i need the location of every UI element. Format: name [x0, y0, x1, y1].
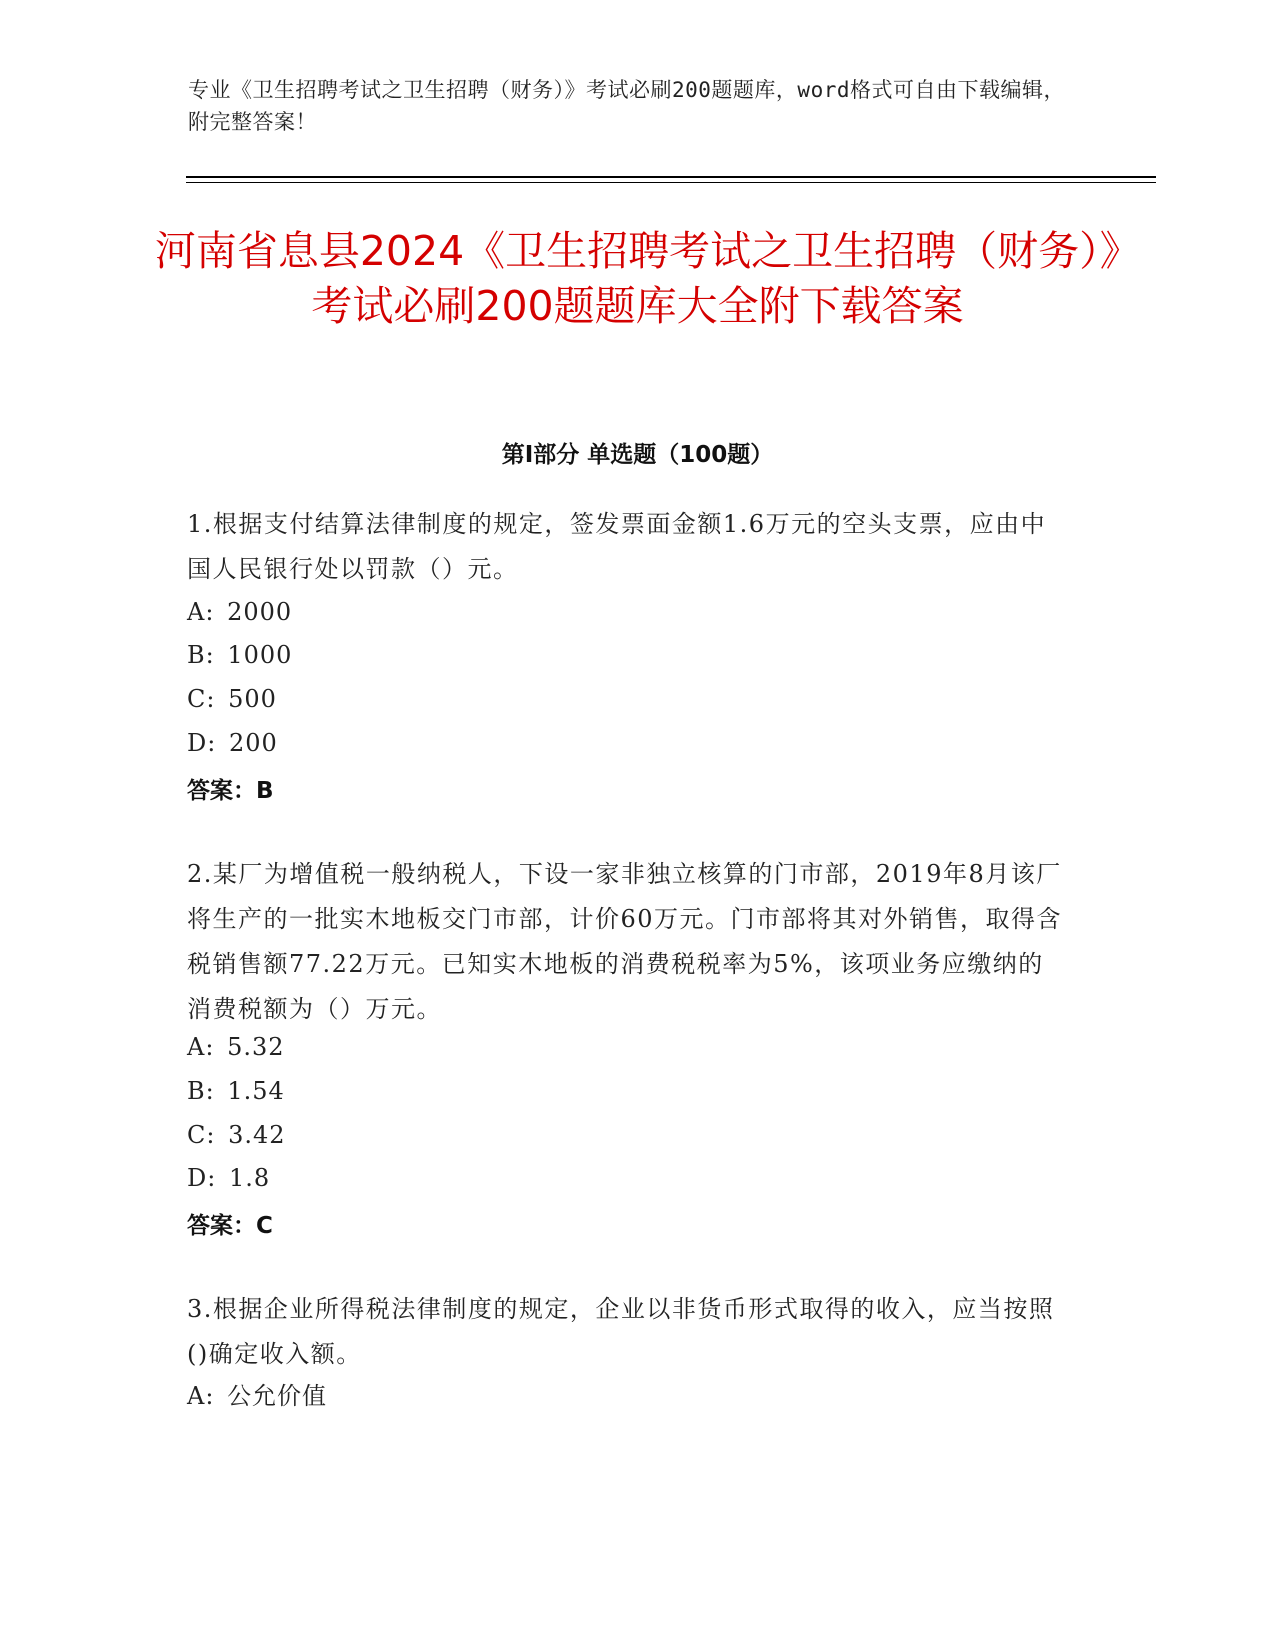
question-2-option-d: [187, 1163, 270, 1193]
option-letter: A:: [187, 598, 215, 626]
question-2-text: 2.某厂为增值税一般纳税人，下设一家非独立核算的门市部，2019年8月该厂将生产的一批实木地板交门市部，计价60万元。门市部将其对外销售，取得含税销售额77.22万元。已知实木地板的消费税税率为5%，该项业务应缴纳的消费税额为（）万元。: [187, 860, 1063, 1023]
option-letter: A:: [187, 1382, 215, 1410]
option-letter: B:: [187, 641, 215, 669]
option-value: 5.32: [227, 1033, 285, 1061]
question-1-option-c: [187, 684, 277, 714]
question-2-option-a: [187, 1032, 285, 1062]
option-value: 500: [228, 685, 277, 713]
header-rule-thick: [186, 176, 1156, 178]
question-3-option-a: [187, 1381, 327, 1411]
section-title: 第I部分 单选题（100题）: [501, 442, 774, 468]
question-1-answer: 答案：B: [187, 778, 274, 804]
option-letter: D:: [187, 1164, 217, 1192]
document-title: 河南省息县2024《卫生招聘考试之卫生招聘（财务）》考试必刷200题题库大全附下载答案: [154, 227, 1121, 330]
question-2-option-b: [187, 1076, 285, 1106]
option-letter: B:: [187, 1077, 215, 1105]
option-value: 200: [228, 729, 278, 757]
question-3-text: 3.根据企业所得税法律制度的规定，企业以非货币形式取得的收入，应当按照()确定收入额。: [187, 1295, 1055, 1368]
option-value: 公允价值: [227, 1382, 328, 1410]
option-value: 1.54: [227, 1077, 285, 1105]
option-letter: A:: [187, 1033, 215, 1061]
header-note: 专业《卫生招聘考试之卫生招聘（财务）》考试必刷200题题库，word格式可自由下载编辑，附完整答案！: [188, 78, 1065, 134]
option-letter: D:: [187, 729, 217, 757]
header-rule-thin: [186, 182, 1156, 183]
question-1-text: 1.根据支付结算法律制度的规定，签发票面金额1.6万元的空头支票，应由中国人民银行处以罚款（）元。: [187, 510, 1047, 583]
option-letter: C:: [187, 685, 216, 713]
question-2-answer: 答案：C: [187, 1213, 273, 1239]
option-value: 1000: [227, 641, 293, 669]
question-1-option-d: [187, 728, 278, 758]
option-value: 3.42: [228, 1121, 286, 1149]
option-value: 2000: [227, 598, 293, 626]
option-letter: C:: [187, 1121, 216, 1149]
question-1-option-a: [187, 597, 292, 627]
question-1-option-b: [187, 640, 292, 670]
option-value: 1.8: [228, 1164, 271, 1192]
question-2-option-c: [187, 1120, 286, 1150]
